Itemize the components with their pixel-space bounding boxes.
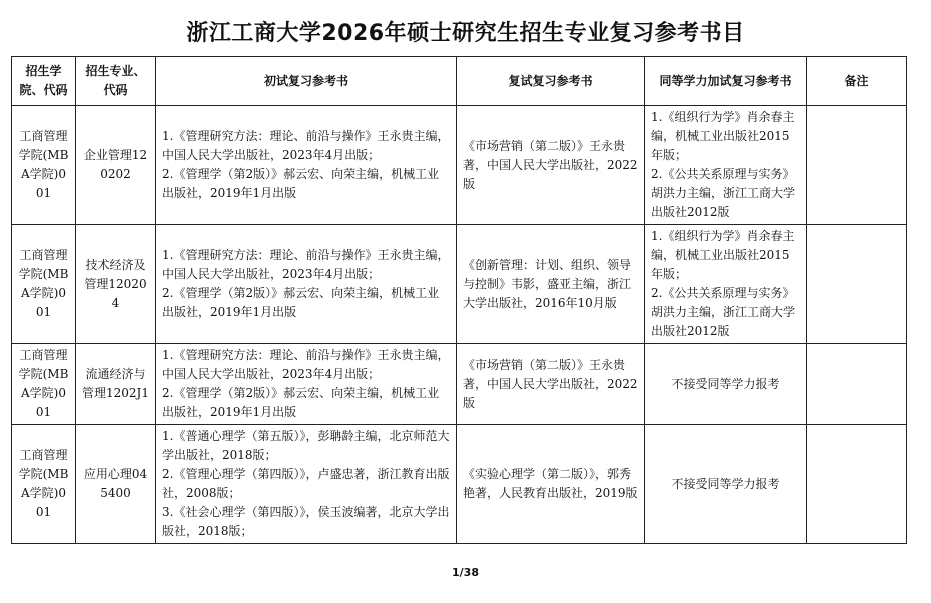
note-cell: [807, 106, 907, 225]
page-number: 1/38: [452, 566, 479, 579]
table-header-row: [12, 57, 907, 106]
note-cell: [807, 425, 907, 544]
book-entry: 2.《管理学（第2版）》郝云宏、向荣主编，机械工业出版社，2019年1月出版: [162, 386, 440, 419]
equivalent-books-cell: 不接受同等学力报考: [645, 425, 807, 544]
initial-books-cell: [156, 344, 457, 425]
book-entry: 2.《公共关系原理与实务》胡洪力主编，浙江工商大学出版社2012版: [651, 167, 796, 219]
book-entry: 2.《管理心理学（第四版）》，卢盛忠著，浙江教育出版社，2008版；: [162, 467, 450, 500]
book-entry: 1.《管理研究方法：理论、前沿与操作》王永贵主编，中国人民大学出版社，2023年4月出版；: [162, 129, 450, 162]
college-cell: 工商管理学院(MBA学院)001: [12, 106, 76, 225]
equivalent-books-cell: [645, 225, 807, 344]
equivalent-books-cell: 不接受同等学力报考: [645, 344, 807, 425]
header-major: 招生专业、代码: [76, 57, 156, 106]
table-row: [12, 344, 907, 425]
equivalent-books-cell: [645, 106, 807, 225]
book-entry: 1.《组织行为学》肖余春主编，机械工业出版社2015年版；: [651, 110, 795, 162]
initial-books-cell: [156, 106, 457, 225]
table-row: [12, 106, 907, 225]
college-cell: 工商管理学院(MBA学院)001: [12, 225, 76, 344]
major-cell: 企业管理120202: [76, 106, 156, 225]
header-initial-books: 初试复习参考书: [156, 57, 457, 106]
college-cell: 工商管理学院(MBA学院)001: [12, 425, 76, 544]
book-entry: 3.《社会心理学（第四版）》，侯玉波编著，北京大学出版社，2018版；: [162, 505, 450, 538]
retest-books-cell: 《创新管理：计划、组织、领导与控制》韦影，盛亚主编，浙江大学出版社，2016年10月版: [457, 225, 645, 344]
book-entry: 2.《管理学（第2版）》郝云宏、向荣主编，机械工业出版社，2019年1月出版: [162, 167, 440, 200]
major-cell: 技术经济及管理120204: [76, 225, 156, 344]
table-row: [12, 425, 907, 544]
header-college: 招生学院、代码: [12, 57, 76, 106]
note-cell: [807, 344, 907, 425]
note-cell: [807, 225, 907, 344]
table-row: [12, 225, 907, 344]
book-entry: 1.《组织行为学》肖余春主编，机械工业出版社2015年版；: [651, 229, 795, 281]
major-cell: 应用心理045400: [76, 425, 156, 544]
initial-books-cell: [156, 225, 457, 344]
retest-books-cell: 《实验心理学（第二版）》，郭秀艳著，人民教育出版社，2019版: [457, 425, 645, 544]
book-entry: 1.《管理研究方法：理论、前沿与操作》王永贵主编，中国人民大学出版社，2023年4月出版；: [162, 348, 450, 381]
page-title: 浙江工商大学2026年硕士研究生招生专业复习参考书目: [186, 21, 745, 46]
book-entry: 1.《管理研究方法：理论、前沿与操作》王永贵主编，中国人民大学出版社，2023年4月出版；: [162, 248, 450, 281]
major-cell: 流通经济与管理1202J1: [76, 344, 156, 425]
book-entry: 2.《公共关系原理与实务》胡洪力主编，浙江工商大学出版社2012版: [651, 286, 796, 338]
book-entry: 1.《普通心理学（第五版）》，彭聃龄主编，北京师范大学出版社，2018版；: [162, 429, 450, 462]
reference-book-table: [11, 56, 907, 544]
header-note: 备注: [807, 57, 907, 106]
retest-books-cell: 《市场营销（第二版）》王永贵著，中国人民大学出版社，2022版: [457, 344, 645, 425]
book-entry: 2.《管理学（第2版）》郝云宏、向荣主编，机械工业出版社，2019年1月出版: [162, 286, 440, 319]
initial-books-cell: [156, 425, 457, 544]
header-equivalent-books: 同等学力加试复习参考书: [645, 57, 807, 106]
retest-books-cell: 《市场营销（第二版）》王永贵著，中国人民大学出版社，2022版: [457, 106, 645, 225]
header-retest-books: 复试复习参考书: [457, 57, 645, 106]
college-cell: 工商管理学院(MBA学院)001: [12, 344, 76, 425]
